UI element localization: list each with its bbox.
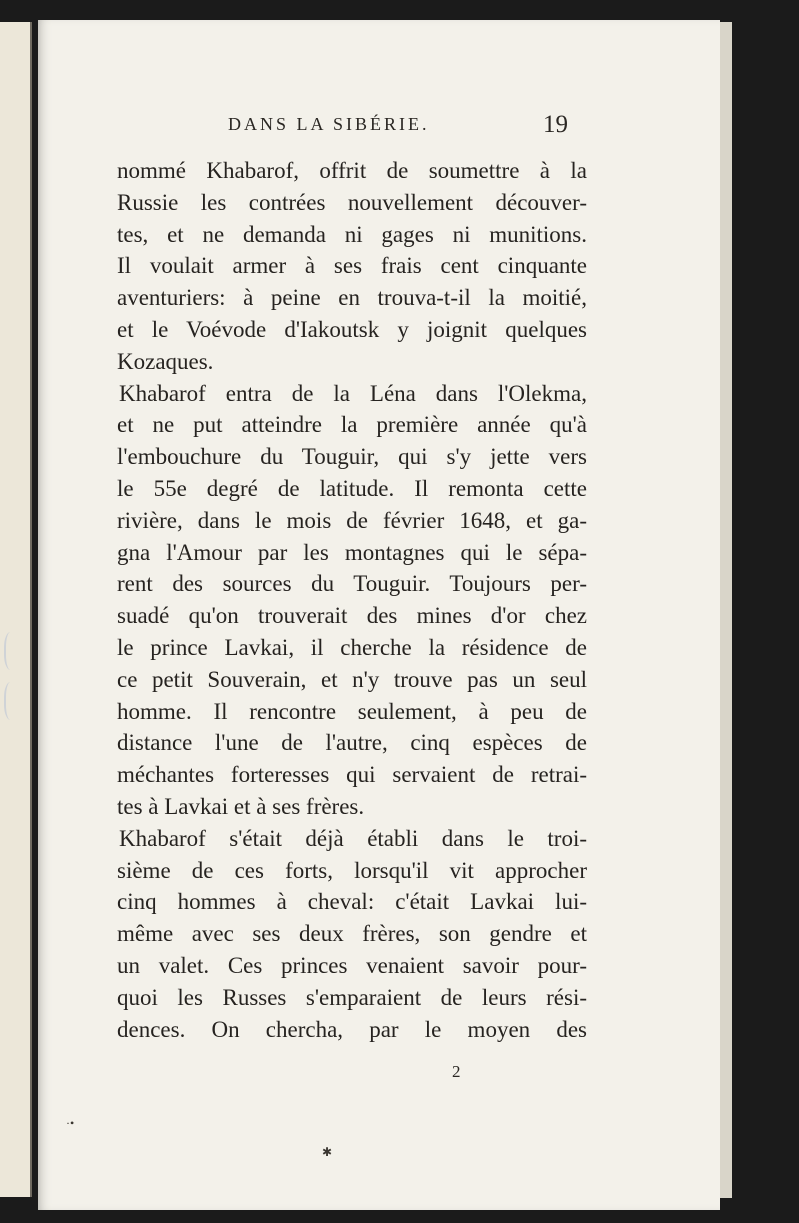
text-line: aventuriers: à peine en trouva-t-il la moitié, bbox=[117, 285, 587, 311]
text-line: le prince Lavkai, il cherche la résidence de bbox=[117, 634, 587, 660]
page-number: 19 bbox=[543, 111, 568, 138]
text-line: même avec ses deux frères, son gendre et bbox=[117, 921, 587, 947]
text-line: Kozaques. bbox=[117, 348, 214, 374]
text-line: cinq hommes à cheval: c'était Lavkai lui- bbox=[117, 889, 587, 915]
text-line: tes, et ne demanda ni gages ni munitions. bbox=[117, 221, 587, 247]
signature-mark: 2 bbox=[452, 1062, 461, 1081]
running-head: DANS LA SIBÉRIE. bbox=[228, 114, 430, 134]
text-line: suadé qu'on trouverait des mines d'or chez bbox=[117, 603, 587, 629]
page-stack-edge bbox=[720, 22, 732, 1198]
text-line: rent des sources du Touguir. Toujours per- bbox=[117, 571, 587, 597]
text-line: Khabarof s'était déjà établi dans le troi- bbox=[119, 825, 587, 851]
text-line: sième de ces forts, lorsqu'il vit approcher bbox=[117, 857, 587, 883]
text-line: et ne put atteindre la première année qu'à bbox=[117, 412, 587, 438]
text-line: nommé Khabarof, offrit de soumettre à la bbox=[117, 158, 587, 183]
paper-speck: ✱ bbox=[322, 1145, 333, 1159]
text-line: Il voulait armer à ses frais cent cinquante bbox=[117, 253, 587, 279]
text-line: l'embouchure du Touguir, qui s'y jette vers bbox=[117, 444, 587, 470]
body-text bbox=[117, 155, 587, 1045]
text-line: et le Voévode d'Iakoutsk y joignit quelques bbox=[117, 316, 587, 342]
text-line: Khabarof entra de la Léna dans l'Olekma, bbox=[119, 380, 587, 406]
text-line: un valet. Ces princes venaient savoir pour- bbox=[117, 952, 587, 978]
text-line: homme. Il rencontre seulement, à peu de bbox=[117, 698, 587, 724]
text-line: distance l'une de l'autre, cinq espèces de bbox=[117, 730, 587, 756]
text-line: le 55e degré de latitude. Il remonta cette bbox=[117, 475, 587, 501]
bleed-through-mark bbox=[4, 682, 20, 720]
text-line: dences. On chercha, par le moyen des bbox=[117, 1016, 587, 1042]
text-line: tes à Lavkai et à ses frères. bbox=[117, 793, 365, 819]
text-line: quoi les Russes s'emparaient de leurs rési- bbox=[117, 984, 587, 1010]
text-line: Russie les contrées nouvellement découver- bbox=[117, 189, 587, 215]
text-line: rivière, dans le mois de février 1648, et ga- bbox=[117, 507, 587, 533]
bleed-through-mark bbox=[4, 632, 20, 670]
text-line: ce petit Souverain, et n'y trouve pas un seul bbox=[117, 666, 587, 692]
text-line: méchantes forteresses qui servaient de retrai- bbox=[117, 762, 587, 788]
paper-speck: ·• bbox=[66, 1116, 75, 1130]
previous-page-edge bbox=[0, 22, 32, 1197]
text-line: gna l'Amour par les montagnes qui le sépa- bbox=[117, 539, 587, 565]
